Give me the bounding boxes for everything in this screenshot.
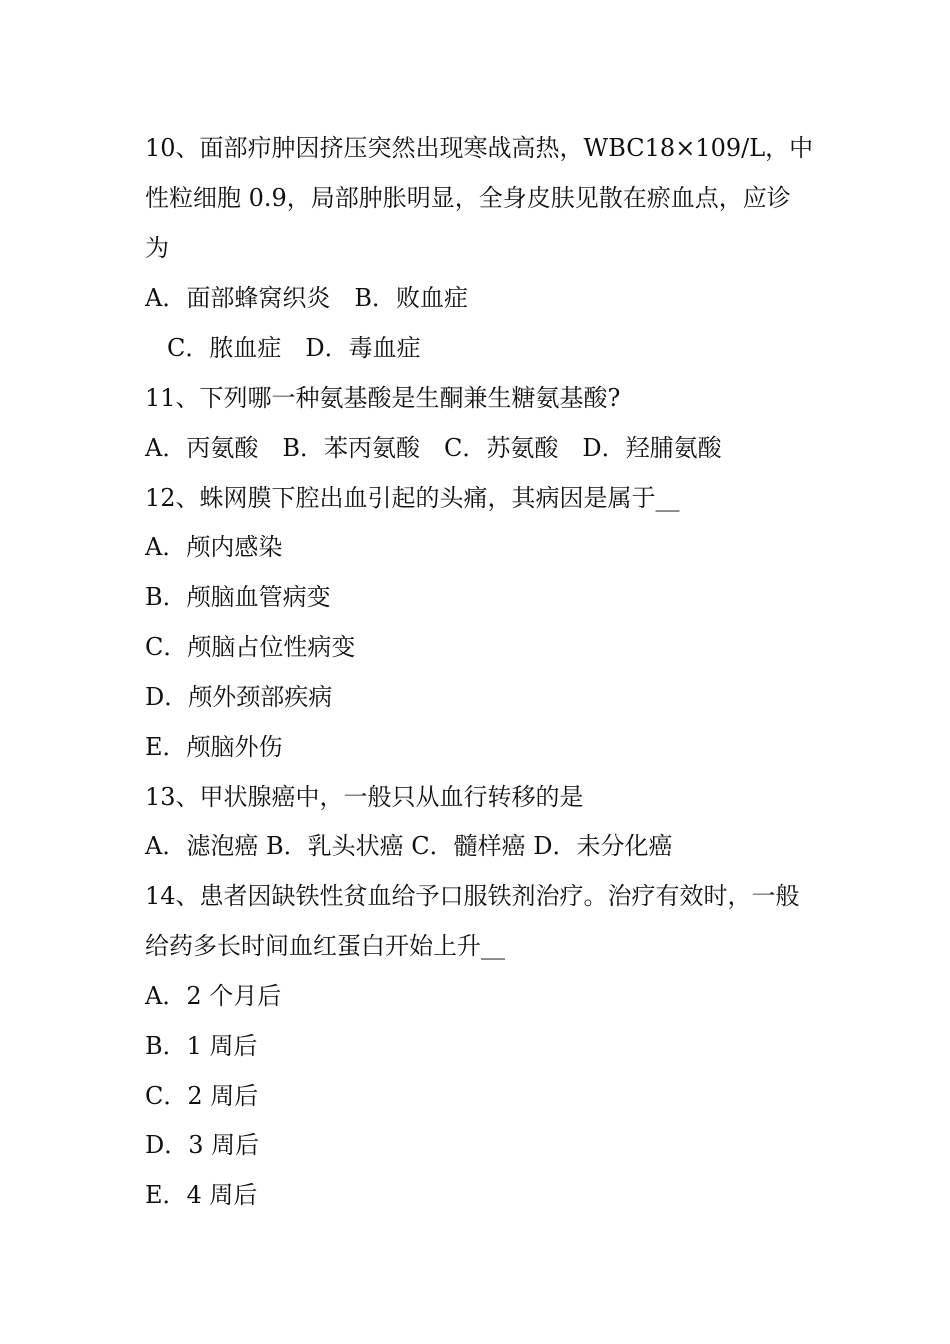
question-12-option-e: E．颅脑外伤 <box>145 733 283 761</box>
question-12-option-c: C．颅脑占位性病变 <box>145 633 356 661</box>
question-11-options: A．丙氨酸 B．苯丙氨酸 C．苏氨酸 D．羟脯氨酸 <box>145 434 722 462</box>
question-13-options: A．滤泡癌 B．乳头状癌 C．髓样癌 D．未分化癌 <box>145 832 673 860</box>
question-12-stem: 12、蛛网膜下腔出血引起的头痛，其病因是属于__ <box>145 484 680 512</box>
question-10-stem-line-1: 10、面部疖肿因挤压突然出现寒战高热，WBC18×109/L，中 <box>145 134 814 162</box>
question-14-option-e: E．4 周后 <box>145 1181 258 1209</box>
question-13-stem: 13、甲状腺癌中，一般只从血行转移的是 <box>145 783 584 811</box>
question-12-option-a: A．颅内感染 <box>145 533 283 561</box>
question-14-stem-line-2: 给药多长时间血红蛋白开始上升__ <box>145 932 505 960</box>
question-14-stem-line-1: 14、患者因缺铁性贫血给予口服铁剂治疗。治疗有效时，一般 <box>145 882 800 910</box>
question-14-option-d: D．3 周后 <box>145 1131 260 1159</box>
question-10-stem-line-2: 性粒细胞 0.9，局部肿胀明显，全身皮肤见散在瘀血点，应诊 <box>145 184 791 212</box>
question-10-options-line-2: C．脓血症 D．毒血症 <box>167 334 421 362</box>
question-12-option-d: D．颅外颈部疾病 <box>145 683 333 711</box>
question-14-option-a: A．2 个月后 <box>145 982 282 1010</box>
question-11-stem: 11、下列哪一种氨基酸是生酮兼生糖氨基酸? <box>145 384 621 412</box>
question-12-option-b: B．颅脑血管病变 <box>145 583 331 611</box>
question-14-option-b: B．1 周后 <box>145 1032 258 1060</box>
question-14-option-c: C．2 周后 <box>145 1082 259 1110</box>
question-10-options-line-1: A．面部蜂窝织炎 B．败血症 <box>145 284 468 312</box>
question-10-stem-line-3: 为 <box>145 234 169 262</box>
